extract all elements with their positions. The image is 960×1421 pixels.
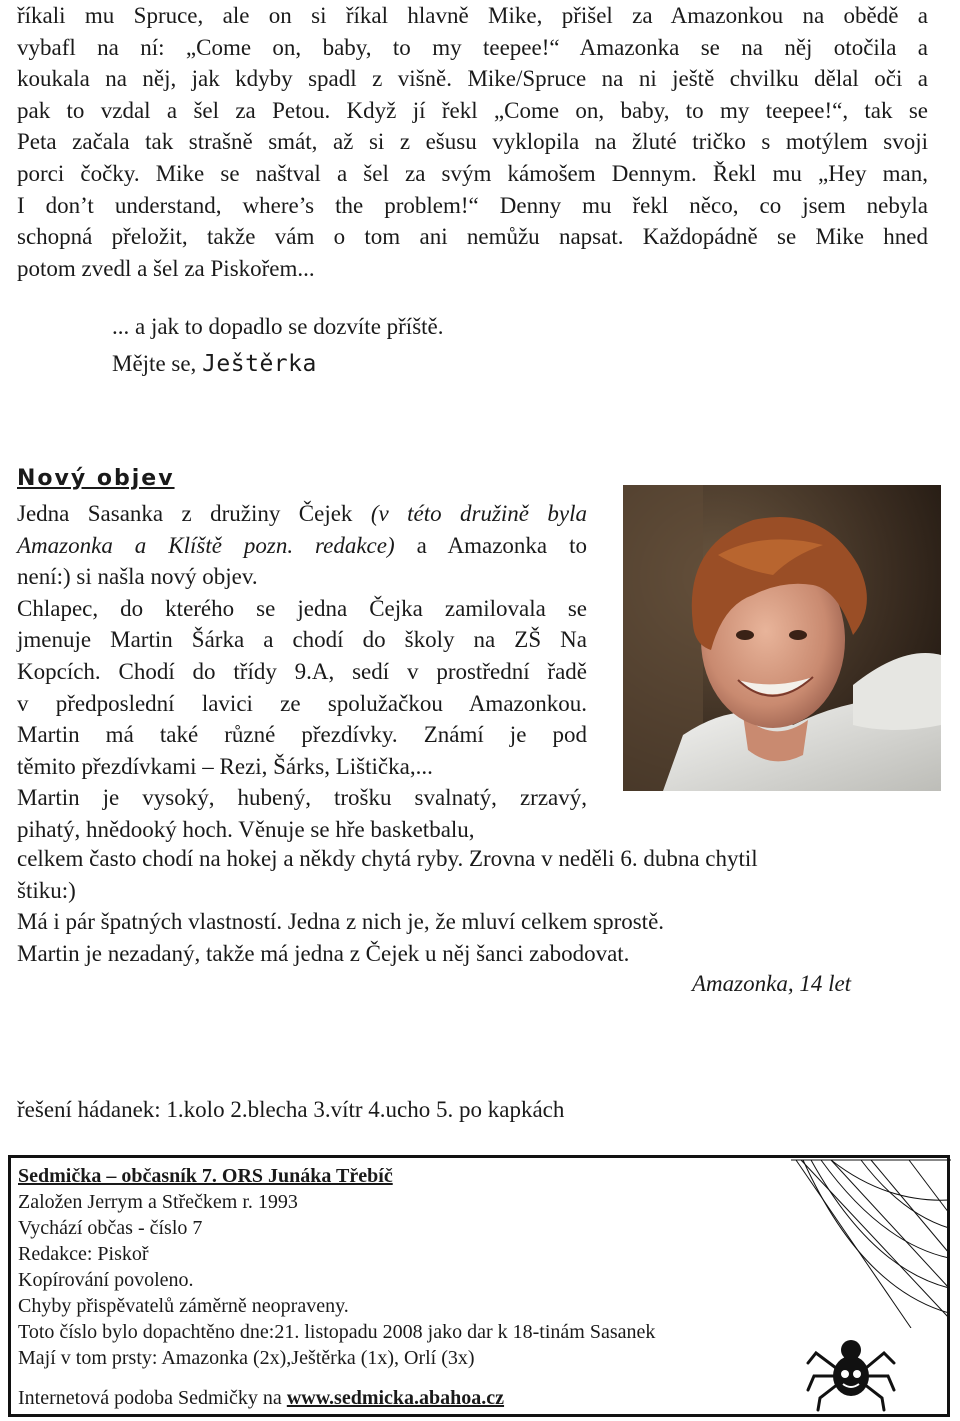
article-line (17, 561, 587, 593)
colophon-line: Redakce: Piskoř (18, 1243, 149, 1265)
article-line: Má i pár špatných vlastností. Jedna z nich je, že mluví celkem sprostě. (17, 909, 665, 935)
article-line (17, 498, 587, 530)
spider-icon (806, 1328, 896, 1413)
story-line: koukala na něj, jak kdyby spadl z višně. Mike/Spruce na ni ještě chvilku dělal oči a (17, 66, 928, 92)
colophon-line: Kopírování povoleno. (18, 1269, 194, 1291)
story-block (17, 0, 928, 284)
portrait-photo (623, 485, 941, 791)
article-text: Martin je vysoký, hubený, trošku svalnatý, zrzavý, (17, 785, 587, 811)
signoff-prefix: Mějte se, (112, 351, 197, 376)
colophon-line: Chyby přispěvatelů záměrně neopraveny. (18, 1295, 349, 1317)
portrait-image (623, 485, 941, 791)
article-line: štiku:) (17, 877, 76, 903)
article-line (17, 656, 587, 688)
spider-web-icon (791, 1158, 951, 1328)
colophon-lines (18, 1189, 655, 1371)
article-text: není:) si našla nový objev. (17, 564, 258, 590)
article-text: a Amazonka to (394, 532, 587, 558)
website-link[interactable]: www.sedmicka.abahoa.cz (286, 1387, 505, 1409)
colophon-line: Vychází občas - číslo 7 (18, 1217, 203, 1239)
article-line: Martin je nezadaný, takže má jedna z Čejek u něj šanci zabodovat. (17, 940, 630, 966)
editor-note: (v této družině byla (370, 501, 587, 526)
colophon-line: Mají v tom prsty: Amazonka (2x),Ještěrka (1x), Orlí (3x) (18, 1347, 475, 1369)
article-line: celkem často chodí na hokej a někdy chytá ryby. Zrovna v neděli 6. dubna chytil (17, 846, 758, 871)
article-left-column (17, 498, 587, 846)
colophon-web: Internetová podoba Sedmičky na www.sedmicka.abahoa.cz (18, 1387, 505, 1409)
riddle-solutions: řešení hádanek: 1.kolo 2.blecha 3.vítr 4.ucho 5. po kapkách (17, 1097, 565, 1122)
story-line: vybafl na ní: „Come on, baby, to my teepee!“ Amazonka se na něj otočila a (17, 34, 928, 60)
story-line: porci čočky. Mike se naštval a šel za svým kámošem Dennym. Řekl mu „Hey man, (17, 160, 928, 186)
editor-note: Amazonka a Klíště pozn. redakce) (17, 532, 395, 558)
colophon-box (8, 1155, 950, 1417)
signoff-name: Ještěrka (202, 351, 317, 377)
article-text: v předposlední lavici ze spolužačkou Amazonkou. (17, 690, 587, 716)
article-line (17, 751, 587, 783)
colophon-line: Toto číslo bylo dopachtěno dne:21. listopadu 2008 jako dar k 18-tinám Sasanek (18, 1321, 656, 1343)
article-full-lines (17, 843, 901, 969)
article-line (17, 530, 587, 562)
story-line: I don’t understand, where’s the problem!“ Denny mu řekl něco, co jsem nebyla (17, 192, 928, 218)
story-line: říkali mu Spruce, ale on si říkal hlavně Mike, přišel za Amazonkou na obědě a (17, 3, 928, 28)
article-line (17, 624, 587, 656)
article-title: Nový objev (17, 466, 175, 491)
article-line (17, 593, 587, 625)
story-line: Peta začala tak strašně smát, až si z ešusu vyklopila na žluté tričko s motýlem svoji (17, 129, 928, 155)
article-line (17, 814, 587, 846)
colophon-title: Sedmička – občasník 7. ORS Junáka Třebíč (18, 1165, 393, 1187)
article-text: Kopcích. Chodí do třídy 9.A, sedí v prostřední řadě (17, 658, 587, 684)
story-line: potom zvedl a šel za Piskořem... (17, 255, 315, 281)
article-text: jmenuje Martin Šárka a chodí do školy na ZŠ Na (17, 627, 587, 653)
article-text: Martin má také různé přezdívky. Známí je pod (17, 722, 587, 748)
story-continuation: ... a jak to dopadlo se dozvíte příště. (112, 314, 444, 339)
article-text: pihatý, hnědooký hoch. Věnuje se hře basketbalu, (17, 816, 475, 842)
colophon-line: Založen Jerrym a Střečkem r. 1993 (18, 1191, 298, 1213)
story-line: schopná přeložit, takže vám o tom ani nemůžu napsat. Každopádně se Mike hned (17, 224, 928, 250)
article-author: Amazonka, 14 let (692, 971, 852, 996)
article-line (17, 782, 587, 814)
story-line: pak to vzdal a šel za Petou. Když jí řekl „Come on, baby, to my teepee!“, tak se (17, 97, 928, 123)
article-text: Jedna Sasanka z družiny Čejek (17, 501, 371, 526)
article-text: těmito přezdívkami – Rezi, Šárks, Lištička,... (17, 753, 433, 779)
article-line (17, 688, 587, 720)
story-signoff (112, 348, 317, 381)
article-line (17, 719, 587, 751)
article-text: Chlapec, do kterého se jedna Čejka zamilovala se (17, 595, 587, 621)
